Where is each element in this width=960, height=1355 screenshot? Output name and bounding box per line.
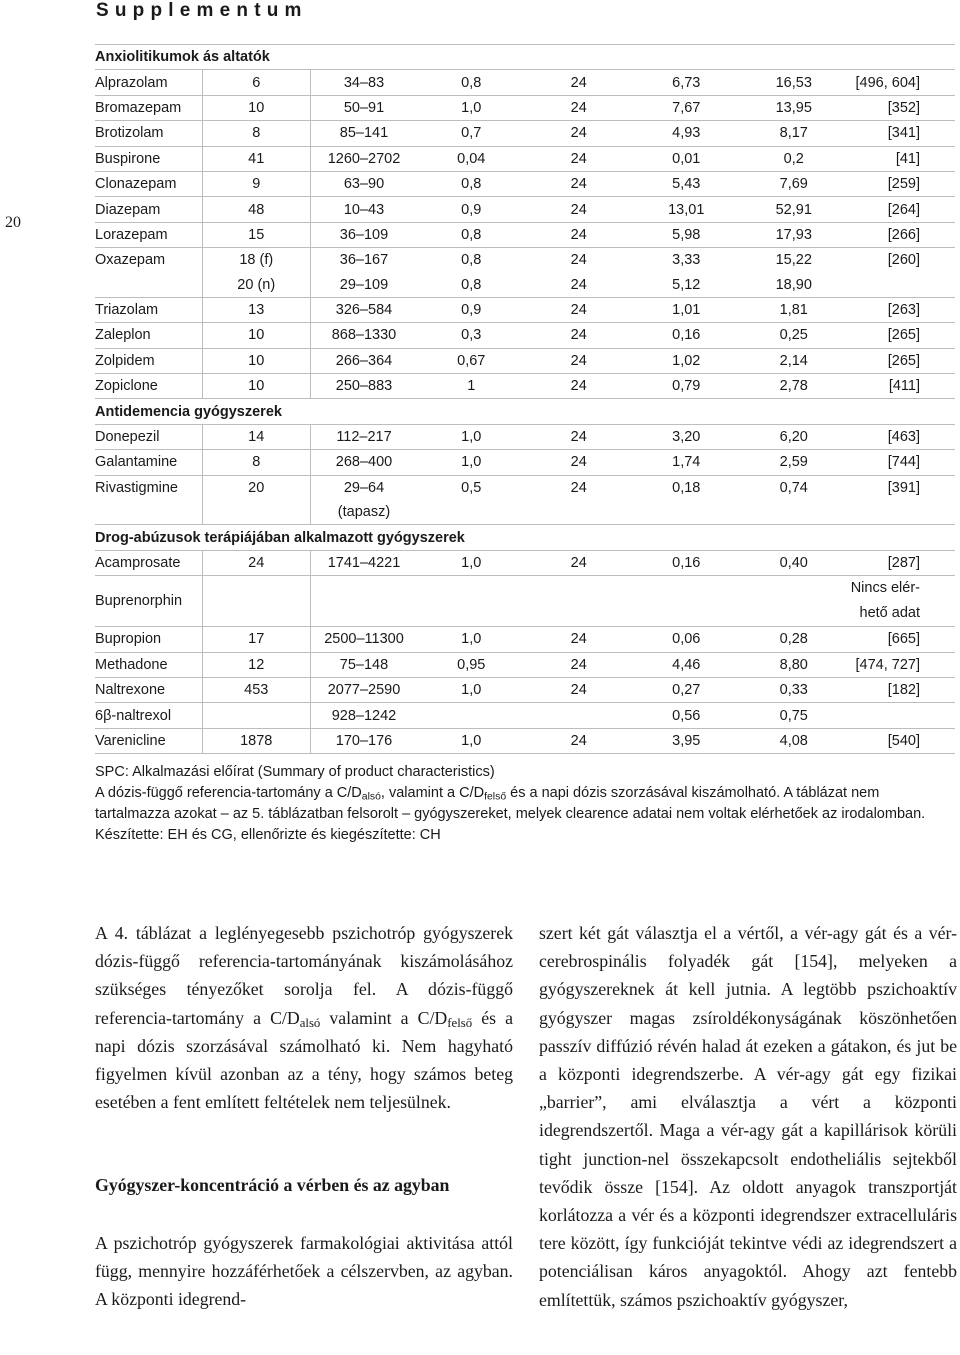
- table-cell: 12: [203, 652, 311, 677]
- table-cell: [633, 576, 741, 627]
- table-cell: [665]: [848, 627, 956, 652]
- table-cell: 0,04: [418, 146, 526, 171]
- table-row: [95, 652, 955, 677]
- table-cell: 1,01: [633, 297, 741, 322]
- table-cell: [265]: [848, 323, 956, 348]
- table-cell: 13,01: [633, 197, 741, 222]
- table-row: [95, 627, 955, 652]
- section-header: Supplementum: [96, 0, 308, 21]
- table-cell: 1: [418, 374, 526, 399]
- table-cell: 4,93: [633, 121, 741, 146]
- table-cell: [263]: [848, 297, 956, 322]
- table-cell: [633, 500, 741, 525]
- table-cell: 0,8: [418, 222, 526, 247]
- table-cell: 1,0: [418, 677, 526, 702]
- section-title-cell: Anxiolitikumok ás altatók: [95, 45, 955, 70]
- paragraph: szert két gát választja el a vértől, a vér-agy gát és a vér-cerebrospinális folyadék gát [154], melyeken a gyógyszereknek át kell jutnia. A legtöbb pszichoaktív gyógyszer magas zsíroldékonyságának köszönhetően passzív diffúzió révén halad át ezeken a gátakon, és jut be a központi idegrendszerbe. A vér-agy gát egy fizikai „barrier”, ami elválasztja a vért a központi idegrendszertől. Maga a vér-agy gát a kapillárisok körüli tight junction-nel összekapcsolt endotheliális sejtekből tevődik össze [154]. Az oldott anyagok transzportját korlátozza a vér és a központi idegrendszer extracelluláris tere között, így funkcióját tekintve védi az idegrendszert a potenciálisan káros anyagoktól. Ahogy azt fentebb említettük, számos pszichoaktív gyógyszer,: [539, 923, 957, 1310]
- table-cell: 0,40: [740, 550, 848, 575]
- table-cell: 0,95: [418, 652, 526, 677]
- table-cell: 5,12: [633, 273, 741, 298]
- table-cell: 8,80: [740, 652, 848, 677]
- table-cell: 17,93: [740, 222, 848, 247]
- table-cell: 1,74: [633, 450, 741, 475]
- table-cell: 1741–4221: [310, 550, 418, 575]
- spc-note: SPC: Alkalmazási előírat (Summary of product characteristics): [95, 764, 495, 780]
- table-cell: Methadone: [95, 652, 203, 677]
- table-cell: 2,14: [740, 348, 848, 373]
- body-column-right: [539, 919, 957, 1314]
- table-cell: [540]: [848, 728, 956, 753]
- table-cell: 0,9: [418, 197, 526, 222]
- table-cell: [203, 500, 311, 525]
- table-cell: [391]: [887, 479, 920, 496]
- table-notes: [95, 762, 957, 846]
- table-cell: 0,5: [461, 479, 482, 496]
- table-cell: Bupropion: [95, 627, 203, 652]
- table-cell: 112–217: [310, 424, 418, 449]
- table-cell: 7,67: [633, 95, 741, 120]
- table-cell: [848, 703, 956, 728]
- table-cell: 0,56: [633, 703, 741, 728]
- section-title-cell: Antidemencia gyógyszerek: [95, 399, 955, 424]
- table-cell: [310, 576, 418, 627]
- table-cell: Lorazepam: [95, 222, 203, 247]
- table-cell: [418, 576, 526, 627]
- table-cell: 10: [203, 323, 311, 348]
- table-cell: 0,06: [633, 627, 741, 652]
- table-cell: [525, 703, 633, 728]
- table-cell: 24: [525, 222, 633, 247]
- table-cell: 453: [203, 677, 311, 702]
- table-cell: 24: [525, 348, 633, 373]
- table-cell: 24: [525, 677, 633, 702]
- table-cell: Alprazolam: [95, 70, 203, 95]
- table-row: [95, 728, 955, 753]
- table-row: [95, 95, 955, 120]
- table-cell: 1,0: [418, 728, 526, 753]
- table-cell: 1,0: [418, 95, 526, 120]
- table-row: [95, 273, 955, 298]
- table-cell: 24: [525, 273, 633, 298]
- table-cell: 36–109: [310, 222, 418, 247]
- table-cell: [463]: [848, 424, 956, 449]
- table-cell: Zopiclone: [95, 374, 203, 399]
- table-cell: 41: [203, 146, 311, 171]
- table-row: [95, 450, 955, 475]
- table-cell: 250–883: [310, 374, 418, 399]
- table-cell: 6,73: [633, 70, 741, 95]
- table-cell: Donepezil: [95, 424, 203, 449]
- table-cell: 928–1242: [310, 703, 418, 728]
- table-cell: [203, 576, 311, 627]
- table-cell: 24: [525, 197, 633, 222]
- table-cell: 9: [203, 171, 311, 196]
- table-cell: 1878: [203, 728, 311, 753]
- table-cell: 48: [203, 197, 311, 222]
- table-cell: 266–364: [310, 348, 418, 373]
- table-cell: Zaleplon: [95, 323, 203, 348]
- table-cell: Acamprosate: [95, 550, 203, 575]
- table-cell: 2500–11300: [310, 627, 418, 652]
- table-cell: 5,98: [633, 222, 741, 247]
- page-number: 20: [5, 214, 21, 231]
- table-cell: [341]: [848, 121, 956, 146]
- table-row: [95, 297, 955, 322]
- table-cell: (tapasz): [310, 500, 418, 525]
- table-row: [95, 222, 955, 247]
- table-cell: 24: [525, 70, 633, 95]
- table-cell: 52,91: [740, 197, 848, 222]
- table-cell: 8: [203, 450, 311, 475]
- table-cell: Zolpidem: [95, 348, 203, 373]
- table-cell: Clonazepam: [95, 171, 203, 196]
- table-cell: [182]: [848, 677, 956, 702]
- section-title-cell: Drog-abúzusok terápiájában alkalmazott gyógyszerek: [95, 525, 955, 550]
- table-cell: 0,16: [633, 550, 741, 575]
- table-cell: 1,0: [418, 550, 526, 575]
- table-cell: 0,2: [740, 146, 848, 171]
- table-cell: 6,20: [740, 424, 848, 449]
- table-cell: 0,25: [740, 323, 848, 348]
- table-row: [95, 374, 955, 399]
- table-cell: 5,43: [633, 171, 741, 196]
- table-cell: 24: [525, 652, 633, 677]
- table-cell: 0,9: [418, 297, 526, 322]
- table-cell: 4,46: [633, 652, 741, 677]
- table-cell: 170–176: [310, 728, 418, 753]
- table-cell: 0,7: [418, 121, 526, 146]
- table-cell: 10–43: [310, 197, 418, 222]
- table-cell: 18,90: [740, 273, 848, 298]
- table-section-title: [95, 399, 955, 424]
- section-heading: Gyógyszer-koncentráció a vérben és az agyban: [95, 1175, 450, 1196]
- table-cell: 63–90: [310, 171, 418, 196]
- table-cell: Triazolam: [95, 297, 203, 322]
- table-cell: 3,33: [672, 252, 701, 269]
- table-cell: [525, 500, 633, 525]
- table-cell: 8: [203, 121, 311, 146]
- table-cell: Naltrexone: [95, 677, 203, 702]
- table-cell: 1,02: [633, 348, 741, 373]
- table-cell: 3,20: [633, 424, 741, 449]
- table-cell: [848, 500, 956, 525]
- table-row: [95, 146, 955, 171]
- table-cell: 24: [525, 121, 633, 146]
- table-row: [95, 197, 955, 222]
- table-cell: 24: [525, 550, 633, 575]
- formula-note: A dózis-függő referencia-tartomány a $C/D_{alsó}$, valamint a $C/D_{felső}$ és a napi dózis szorzásával kiszámolható. A táblázat nem tartalmazza azokat – az 5. táblázatban felsorolt – gyógyszereket, melyek clearence adatai nem voltak elérhetőek az irodalomban.: [95, 785, 926, 822]
- table-cell: 0,8: [461, 252, 482, 269]
- table-cell: 868–1330: [310, 323, 418, 348]
- table-cell: 0,33: [740, 677, 848, 702]
- table-cell: Diazepam: [95, 197, 203, 222]
- table-row: [95, 323, 955, 348]
- table-cell: 3,95: [633, 728, 741, 753]
- table-cell: 24: [525, 374, 633, 399]
- table-cell: [740, 576, 848, 627]
- table-cell: 0,79: [633, 374, 741, 399]
- drug-reference-table: [95, 44, 955, 754]
- table-cell: 1,81: [740, 297, 848, 322]
- table-cell: 1260–2702: [310, 146, 418, 171]
- table-cell: 0,01: [633, 146, 741, 171]
- paragraph: A 4. táblázat a leglényegesebb pszichotróp gyógyszerek dózis-függő referencia-tartományának kiszámolásához szükséges tényezőket sorolja fel. A dózis-függő referencia-tartomány a $C/D_{alsó}$ valamint a $C/D_{felső}$ és a napi dózis szorzásával számolható ki. Nem hagyható figyelmen kívül azonban az a tény, hogy számos beteg esetében a fent említett feltételek nem teljesülnek.: [95, 923, 513, 1113]
- table-cell: 2,78: [740, 374, 848, 399]
- table-row: [95, 171, 955, 196]
- table-cell: [95, 500, 203, 525]
- table-cell: 29–109: [310, 273, 418, 298]
- table-cell: 13,95: [740, 95, 848, 120]
- table-cell: 8,17: [740, 121, 848, 146]
- table-cell: 24: [570, 252, 587, 269]
- table-row: [95, 576, 955, 627]
- table-cell: 36–167: [310, 248, 418, 273]
- table-cell: 24: [525, 297, 633, 322]
- table-cell: [265]: [848, 348, 956, 373]
- table-cell: 13: [203, 297, 311, 322]
- table-cell: 24: [525, 728, 633, 753]
- table-section-title: [95, 525, 955, 550]
- table-cell: [203, 703, 311, 728]
- table-cell: [474, 727]: [848, 652, 956, 677]
- table-cell: [259]: [848, 171, 956, 196]
- table-cell: [740, 500, 848, 525]
- table-row: [95, 70, 955, 95]
- table-cell: 24: [525, 323, 633, 348]
- table-row: [95, 703, 955, 728]
- table-cell: 14: [203, 424, 311, 449]
- table-cell: 15,22: [775, 252, 812, 269]
- table-cell: 24: [525, 171, 633, 196]
- table-cell: 24: [525, 95, 633, 120]
- credits-note: Készítette: EH és CG, ellenőrizte és kiegészítette: CH: [95, 827, 441, 843]
- table-cell: 6: [203, 70, 311, 95]
- table-cell: 4,08: [740, 728, 848, 753]
- table-cell: [525, 576, 633, 627]
- table-cell: 50–91: [310, 95, 418, 120]
- table-cell: 10: [203, 95, 311, 120]
- table-cell: [744]: [848, 450, 956, 475]
- table-cell: 0,8: [418, 273, 526, 298]
- table-row: [95, 121, 955, 146]
- table-cell: 268–400: [310, 450, 418, 475]
- table-cell: 1,0: [418, 627, 526, 652]
- table-cell: Bromazepam: [95, 95, 203, 120]
- table-cell: [848, 273, 956, 298]
- table-section-title: [95, 45, 955, 70]
- table-cell: Nincs elérhető adat: [848, 576, 956, 627]
- table-cell: 18 (f): [203, 248, 311, 273]
- table-cell: 85–141: [310, 121, 418, 146]
- table-cell: Brotizolam: [95, 121, 203, 146]
- table-cell: 0,8: [418, 171, 526, 196]
- table-cell: [418, 703, 526, 728]
- table-cell: 2077–2590: [310, 677, 418, 702]
- table-cell: 10: [203, 348, 311, 373]
- table-cell: 0,28: [740, 627, 848, 652]
- table-cell: 0,16: [633, 323, 741, 348]
- table-cell: 20: [203, 475, 311, 500]
- table-row: [95, 424, 955, 449]
- table-cell: 0,3: [418, 323, 526, 348]
- table-cell: 0,8: [418, 70, 526, 95]
- table-cell: 34–83: [310, 70, 418, 95]
- table-cell: 0,18: [672, 479, 701, 496]
- table-row: [95, 475, 955, 500]
- paragraph: A pszichotróp gyógyszerek farmakológiai aktivitása attól függ, mennyire hozzáférhetőek a célszervben, az agyban. A központi idegrend-: [95, 1232, 513, 1310]
- table-cell: 0,27: [633, 677, 741, 702]
- table-row: [95, 677, 955, 702]
- table-cell: [352]: [848, 95, 956, 120]
- table-cell: 29–64: [310, 475, 418, 500]
- table-cell: Varenicline: [95, 728, 203, 753]
- table-cell: 0,74: [779, 479, 808, 496]
- table-cell: [496, 604]: [848, 70, 956, 95]
- table-row: [95, 348, 955, 373]
- table-cell: 6β-naltrexol: [95, 703, 203, 728]
- table-cell: 24: [203, 550, 311, 575]
- table-cell: [287]: [848, 550, 956, 575]
- table-cell: 1,0: [418, 424, 526, 449]
- table-cell: 1,0: [418, 450, 526, 475]
- table-cell: [418, 500, 526, 525]
- table-cell: 16,53: [740, 70, 848, 95]
- table-cell: 0,75: [740, 703, 848, 728]
- body-column-left: [95, 919, 513, 1313]
- table-cell: 7,69: [740, 171, 848, 196]
- table-cell: 10: [203, 374, 311, 399]
- table-row: [95, 248, 955, 273]
- table-cell: Buspirone: [95, 146, 203, 171]
- table-cell: 15: [203, 222, 311, 247]
- table-cell: 0,67: [418, 348, 526, 373]
- table-cell: Rivastigmine: [95, 479, 178, 496]
- table-cell: 75–148: [310, 652, 418, 677]
- table-cell: [260]: [887, 252, 920, 269]
- table-cell: 20 (n): [203, 273, 311, 298]
- table-cell: Oxazepam: [95, 252, 166, 269]
- table-cell: 24: [525, 146, 633, 171]
- table-cell: [266]: [848, 222, 956, 247]
- table-cell: [41]: [848, 146, 956, 171]
- table-cell: [95, 273, 203, 298]
- table-row: [95, 550, 955, 575]
- table-cell: Buprenorphin: [95, 576, 203, 627]
- table-cell: 24: [570, 479, 587, 496]
- table-cell: Galantamine: [95, 450, 203, 475]
- table-cell: 24: [525, 450, 633, 475]
- table-row: [95, 500, 955, 525]
- table-cell: 17: [203, 627, 311, 652]
- table-cell: [411]: [848, 374, 956, 399]
- table-cell: 326–584: [310, 297, 418, 322]
- table-cell: 24: [525, 627, 633, 652]
- table-cell: [264]: [848, 197, 956, 222]
- table-cell: 2,59: [740, 450, 848, 475]
- table-cell: 24: [525, 424, 633, 449]
